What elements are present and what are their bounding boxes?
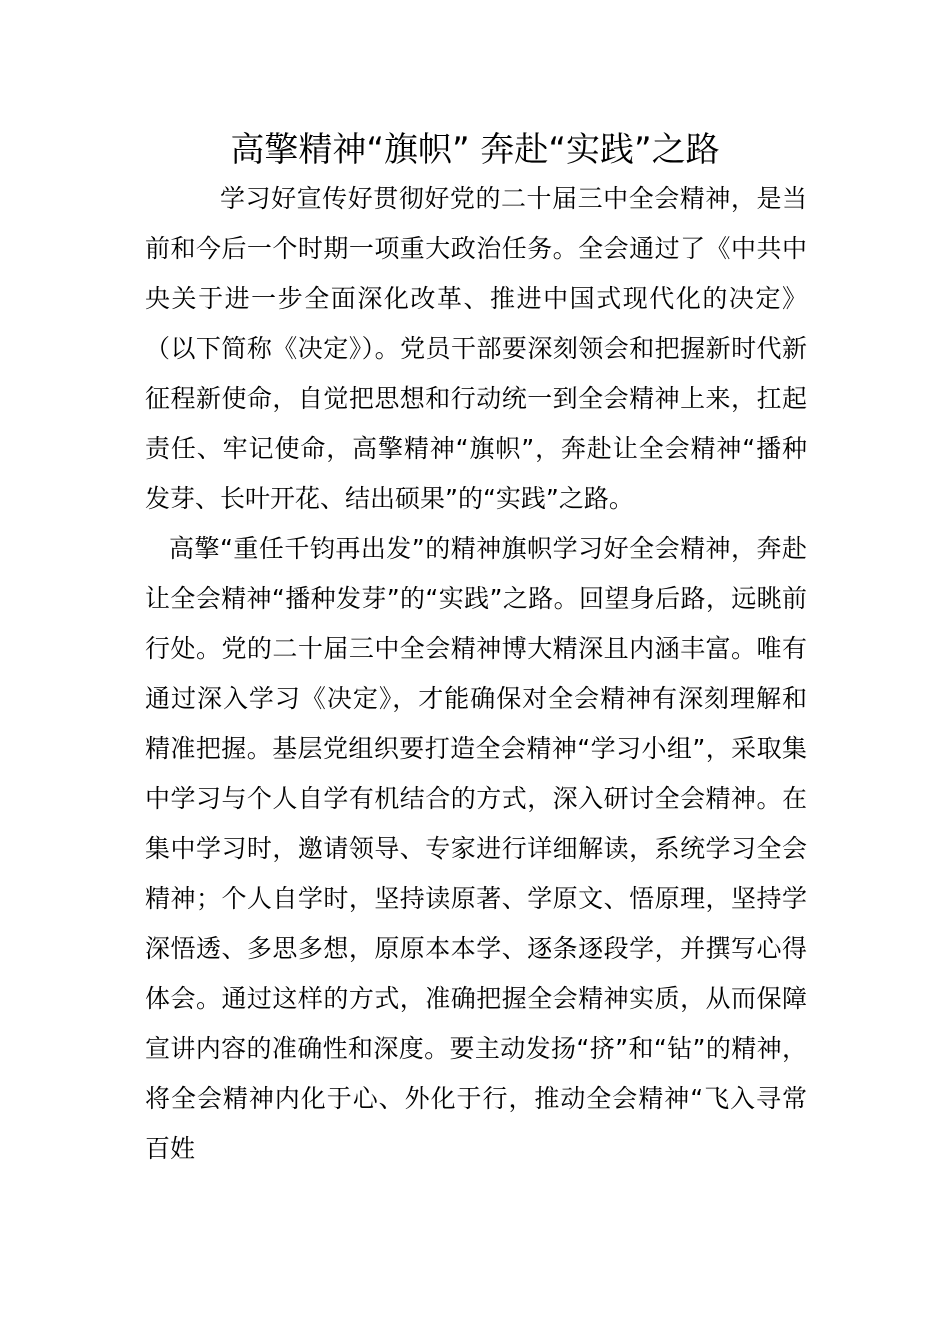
paragraph-2: 高擎“重任千钧再出发”的精神旗帜学习好全会精神，奔赴让全会精神“播种发芽”的“实践”之路。回望身后路，远眺前行处。党的二十届三中全会精神博大精深且内涵丰富。唯有通过深入学习《决定》，才能确保对全会精神有深刻理解和精准把握。基层党组织要打造全会精神“学习小组”，采取集中学习与个人自学有机结合的方式，深入研讨全会精神。在集中学习时，邀请领导、专家进行详细解读，系统学习全会精神；个人自学时，坚持读原著、学原文、悟原理，坚持学深悟透、多思多想，原原本本学、逐条逐段学，并撰写心得体会。通过这样的方式，准确把握全会精神实质，从而保障宣讲内容的准确性和深度。要主动发扬“挤”和“钻”的精神，将全会精神内化于心、外化于行，推动全会精神“飞入寻常百姓 [145,534,807,1163]
document-title: 高擎精神“旗帜” 奔赴“实践”之路 [230,130,720,170]
document-body [145,174,807,1174]
paragraph-1: 学习好宣传好贯彻好党的二十届三中全会精神，是当前和今后一个时期一项重大政治任务。全会通过了《中共中央关于进一步全面深化改革、推进中国式现代化的决定》（以下简称《决定》）。党员干部要深刻领会和把握新时代新征程新使命，自觉把思想和行动统一到全会精神上来，扛起责任、牢记使命，高擎精神“旗帜”，奔赴让全会精神“播种发芽、长叶开花、结出硕果”的“实践”之路。 [145,184,807,513]
